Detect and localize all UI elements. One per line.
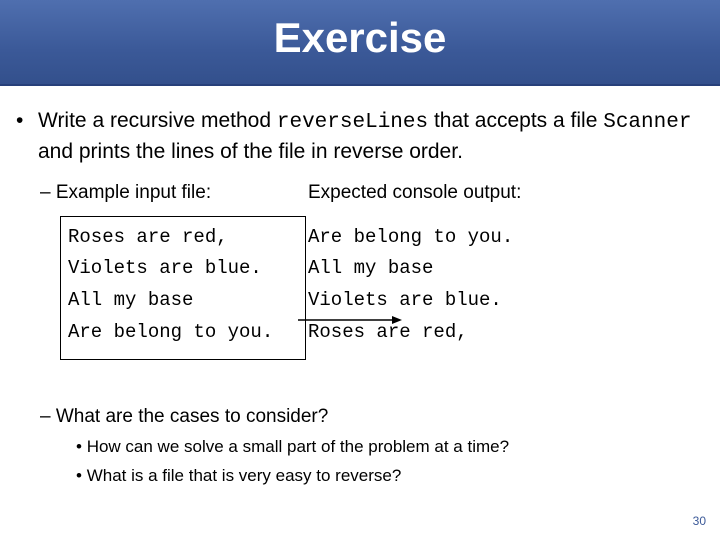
output-line-4: Roses are red, [308,321,468,343]
question-1-text: How can we solve a small part of the problem at a time? [86,437,510,456]
question-1 [76,437,509,457]
output-line-2: All my base [308,257,434,279]
input-line-2: Violets are blue. [68,257,262,279]
question-2 [76,466,401,486]
input-line-3: All my base [68,289,194,311]
bullet-text-3: and prints the lines of the file in reverse order. [38,140,463,163]
input-line-4: Are belong to you. [68,321,274,343]
output-line-1: Are belong to you. [308,226,514,248]
page-number: 30 [692,514,706,528]
method-name-code: reverseLines [276,111,429,134]
example-input-label: – Example input file: [40,182,212,203]
sub-bullet-dot-icon: • [76,437,82,456]
slide-title: Exercise [273,14,447,61]
bullet-text-1: Write a recursive method [38,109,277,132]
expected-output-label: Expected console output: [308,182,522,203]
input-line-1: Roses are red, [68,226,228,248]
scanner-code: Scanner [603,111,692,134]
bullet-text-2: that accepts a file [428,109,604,132]
output-line-3: Violets are blue. [308,289,502,311]
cases-question: – What are the cases to consider? [40,406,329,427]
sub-bullet-dot-icon: • [76,466,82,485]
bullet-dot-icon: • [16,109,24,132]
question-2-text: What is a file that is very easy to reverse? [86,466,402,485]
